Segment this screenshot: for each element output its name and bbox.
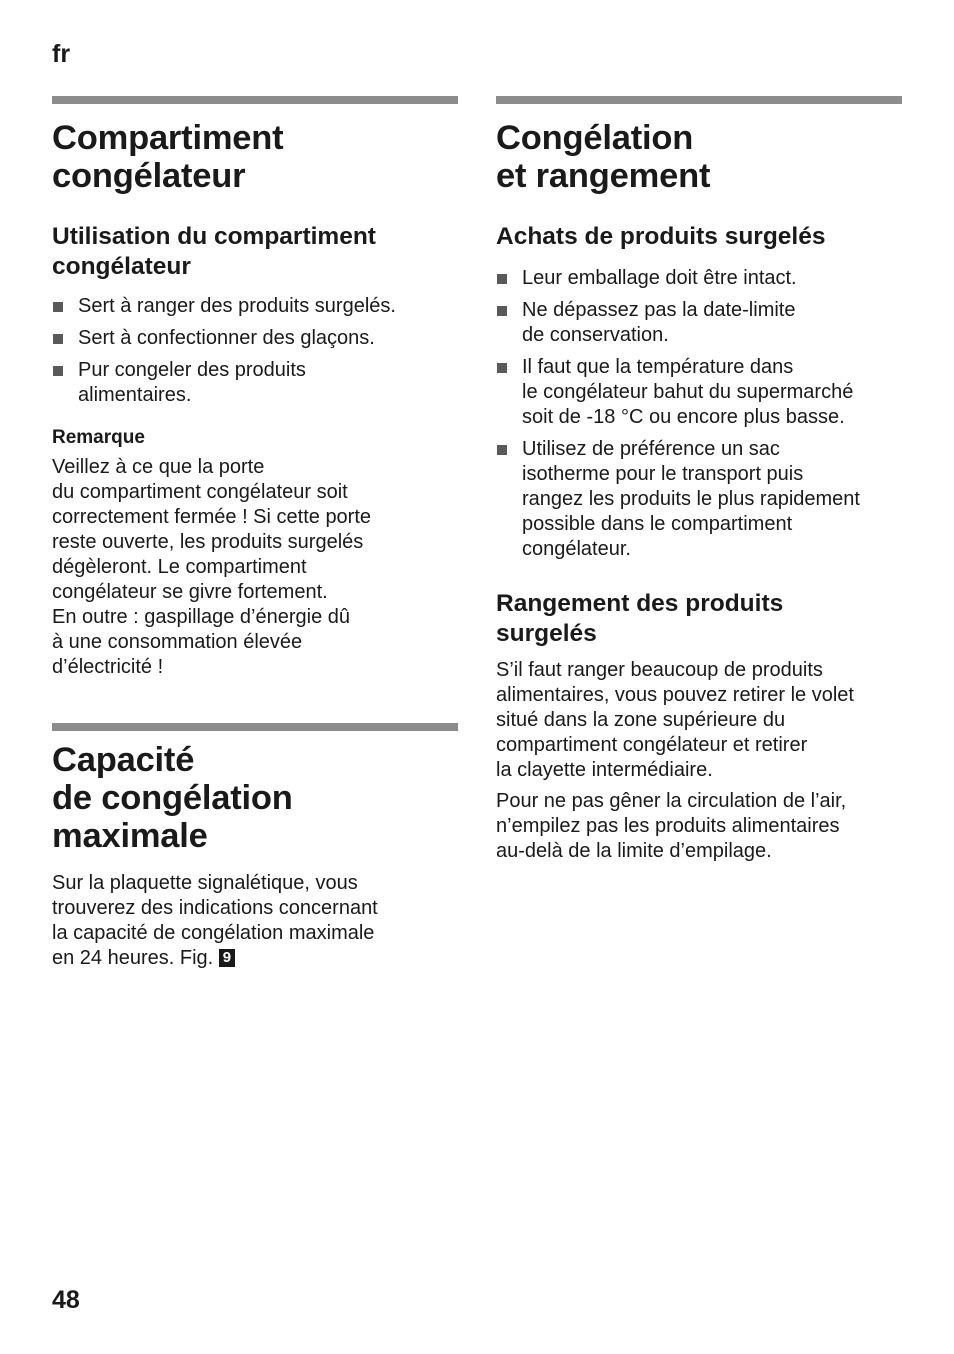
section-rule <box>52 96 458 104</box>
bullet-icon <box>53 302 63 312</box>
bullet-icon <box>497 445 507 455</box>
bullet-icon <box>53 334 63 344</box>
section-rule <box>52 723 458 731</box>
section-title-capacite: Capacité de congélation maximale <box>52 741 293 855</box>
bullet-list-utilisation <box>52 294 458 408</box>
subheading-achats: Achats de produits surgelés <box>496 223 826 250</box>
list-item: Sert à ranger des produits surgelés. <box>52 294 458 319</box>
left-column <box>52 96 458 971</box>
list-item: Utilisez de préférence un sac isotherme pour le transport puis rangez les produits le plus rapidement possible dans le compartiment congélateur. <box>496 437 902 562</box>
section-rule <box>496 96 902 104</box>
bullet-list-achats <box>496 266 902 562</box>
list-item: Leur emballage doit être intact. <box>496 266 902 291</box>
capacity-text: Sur la plaquette signalétique, vous trouverez des indications concernant la capacité de congélation maximale en 24 heures. Fig. 9 <box>52 872 378 969</box>
section-title-compartiment: Compartiment congélateur <box>52 119 284 195</box>
figure-reference: 9 <box>219 949 235 967</box>
note-text: Veillez à ce que la porte du compartiment congélateur soit correctement fermée ! Si cette porte reste ouverte, les produits surgelés dégèleront. Le compartiment congélateur se givre fortement. En outre : gaspillage d’énergie dû à une consommation élevée d’électricité ! <box>52 456 372 678</box>
note-title: Remarque <box>52 427 145 448</box>
language-label: fr <box>52 40 71 68</box>
list-item: Pur congeler des produits alimentaires. <box>52 358 458 408</box>
bullet-icon <box>53 366 63 376</box>
bullet-icon <box>497 363 507 373</box>
rangement-paragraph-2: Pour ne pas gêner la circulation de l’air, n’empilez pas les produits alimentaires au-delà de la limite d’empilage. <box>496 790 847 862</box>
page-number: 48 <box>52 1286 80 1314</box>
list-item: Ne dépassez pas la date-limite de conservation. <box>496 298 902 348</box>
rangement-paragraph-1: S’il faut ranger beaucoup de produits alimentaires, vous pouvez retirer le volet situé dans la zone supérieure du compartiment congélateur et retirer la clayette intermédiaire. <box>496 659 854 781</box>
bullet-icon <box>497 274 507 284</box>
section-title-congelation: Congélation et rangement <box>496 119 711 195</box>
subheading-utilisation: Utilisation du compartiment congélateur <box>52 223 376 280</box>
bullet-icon <box>497 306 507 316</box>
right-column <box>496 96 902 864</box>
list-item: Sert à confectionner des glaçons. <box>52 326 458 351</box>
subheading-rangement: Rangement des produits surgelés <box>496 590 784 647</box>
list-item: Il faut que la température dans le congélateur bahut du supermarché soit de -18 °C ou encore plus basse. <box>496 355 902 430</box>
